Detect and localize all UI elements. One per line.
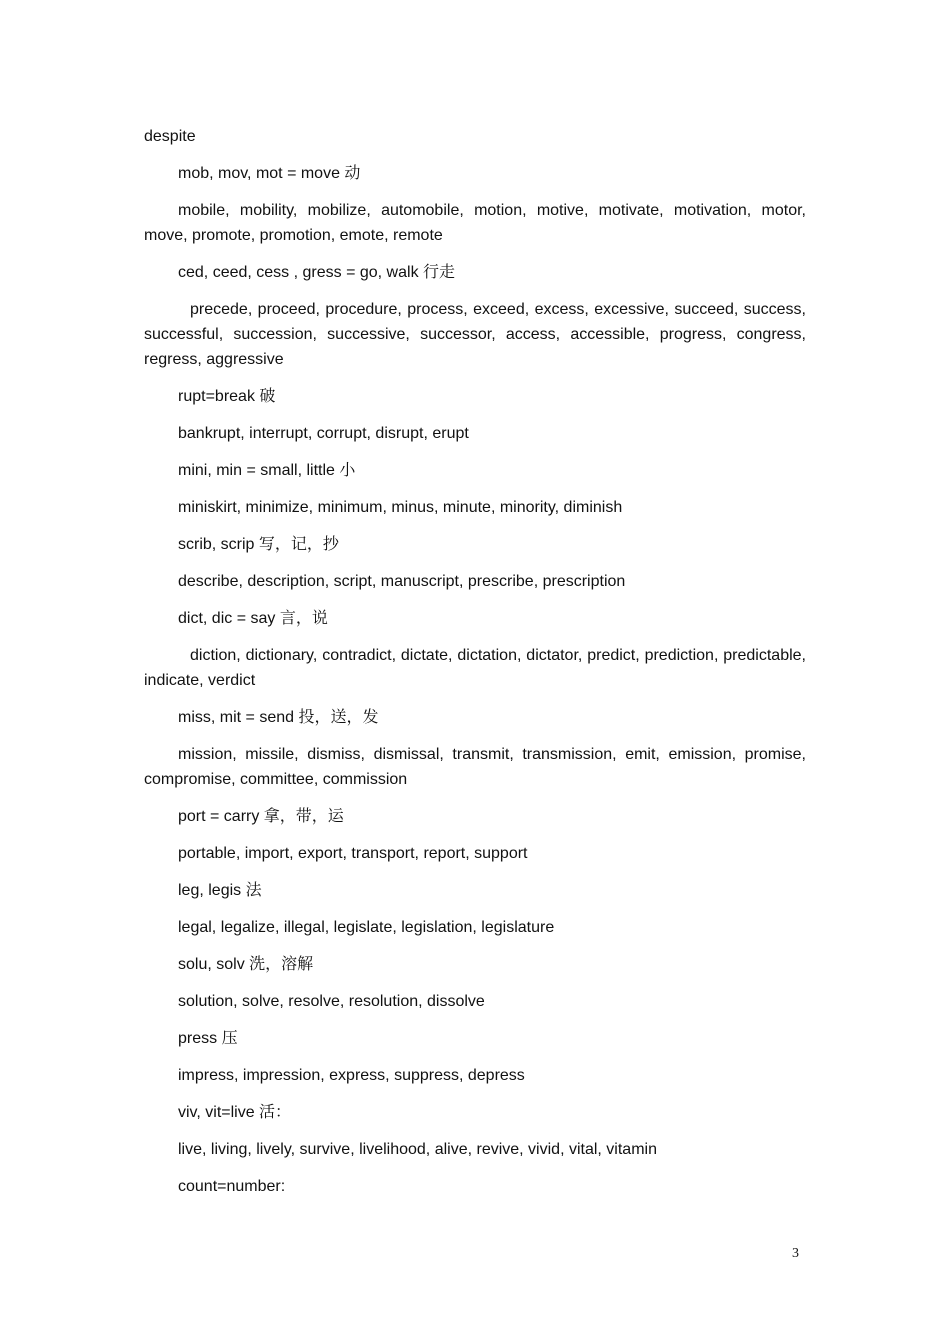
word-list: legal, legalize, illegal, legislate, legislation, legislature	[178, 919, 555, 936]
word-list: bankrupt, interrupt, corrupt, disrupt, erupt	[178, 425, 469, 442]
word-list: portable, import, export, transport, report, support	[178, 845, 528, 862]
word-list: impress, impression, express, suppress, depress	[178, 1067, 525, 1084]
root-heading: ced, ceed, cess , gress = go, walk 行走	[178, 264, 456, 281]
root-heading: press 压	[178, 1030, 238, 1047]
word-list: live, living, lively, survive, livelihood, alive, revive, vivid, vital, vitamin	[178, 1141, 657, 1158]
page-number: 3	[792, 1246, 799, 1261]
root-heading: port = carry 拿，带，运	[178, 808, 344, 825]
root-heading: mini, min = small, little 小	[178, 462, 356, 479]
word-list: mission, missile, dismiss, dismissal, transmit, transmission, emit, emission, promise, compromise, committee, commission	[144, 746, 806, 788]
page-body	[144, 124, 806, 1211]
word-list: miniskirt, minimize, minimum, minus, minute, minority, diminish	[178, 499, 623, 516]
root-heading: count=number:	[178, 1178, 286, 1195]
word-list: diction, dictionary, contradict, dictate, dictation, dictator, predict, prediction, predictable, indicate, verdict	[144, 647, 806, 689]
word-list: precede, proceed, procedure, process, exceed, excess, excessive, succeed, success, successful, succession, successive, successor, access, accessible, progress, congress, regress, aggressive	[144, 301, 806, 368]
root-heading: viv, vit=live 活：	[178, 1104, 292, 1121]
root-heading: miss, mit = send 投，送，发	[178, 709, 379, 726]
word-list: describe, description, script, manuscript, prescribe, prescription	[178, 573, 626, 590]
body-line: despite	[144, 128, 196, 145]
word-list: mobile, mobility, mobilize, automobile, motion, motive, motivate, motivation, motor, move, promote, promotion, emote, remote	[144, 202, 806, 244]
root-heading: solu, solv 洗，溶解	[178, 956, 314, 973]
root-heading: rupt=break 破	[178, 388, 276, 405]
root-heading: dict, dic = say 言，说	[178, 610, 328, 627]
word-list: solution, solve, resolve, resolution, dissolve	[178, 993, 485, 1010]
root-heading: mob, mov, mot = move 动	[178, 165, 361, 182]
root-heading: scrib, scrip 写，记，抄	[178, 536, 339, 553]
root-heading: leg, legis 法	[178, 882, 262, 899]
